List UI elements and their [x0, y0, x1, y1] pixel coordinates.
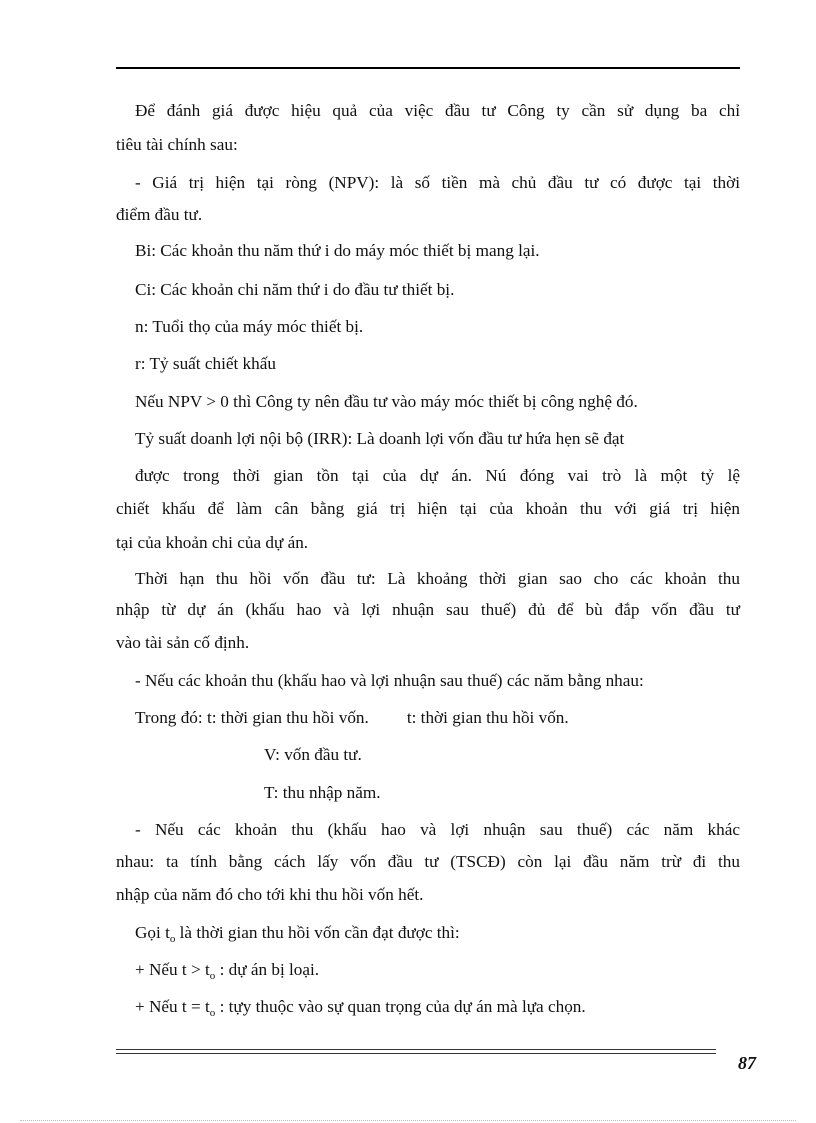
where-line: [135, 707, 740, 729]
rule-text-rest: : tựy thuộc vào sự quan trọng của dự án mà lựa chọn.: [215, 997, 586, 1016]
paragraph-line: nhau: ta tính bằng cách lấy vốn đầu tư (TSCĐ) còn lại đầu năm trừ đi thu: [116, 852, 740, 871]
rule-depends: [135, 996, 740, 1020]
paragraph-line: chiết khấu để làm cân bằng giá trị hiện tại của khoản thu với giá trị hiện: [116, 499, 740, 518]
paragraph-line: Tỷ suất doanh lợi nội bộ (IRR): Là doanh lợi vốn đầu tư hứa hẹn sẽ đạt: [135, 429, 625, 448]
where-clause: Trong đó: t: thời gian thu hồi vốn.: [135, 708, 369, 727]
paragraph-line: Ci: Các khoản chi năm thứ i do đầu tư thiết bị.: [135, 280, 455, 299]
subscript-o: o: [209, 1007, 216, 1019]
paragraph-line: - Nếu các khoản thu (khấu hao và lợi nhuận sau thuế) các năm khác: [135, 820, 740, 839]
paragraph-line: n: Tuổi thọ của máy móc thiết bị.: [135, 317, 364, 336]
header-rule: [116, 67, 740, 69]
paragraph-line: nhập từ dự án (khấu hao và lợi nhuận sau thuế) đủ để bù đắp vốn đầu tư: [116, 600, 740, 619]
rule-text-rest: : dự án bị loại.: [215, 960, 320, 979]
where-clause-repeat: t: thời gian thu hồi vốn.: [406, 708, 569, 727]
paragraph-line: r: Tỷ suất chiết khấu: [135, 354, 276, 373]
rule-reject: [135, 959, 740, 983]
page-number: 87: [738, 1053, 756, 1073]
paragraph-line: điểm đầu tư.: [116, 205, 203, 224]
paragraph-line: tại của khoản chi của dự án.: [116, 533, 309, 552]
paragraph-line: - Nếu các khoản thu (khấu hao và lợi nhuận sau thuế) các năm bằng nhau:: [135, 671, 644, 690]
paragraph-line: Thời hạn thu hồi vốn đầu tư: Là khoảng thời gian sao cho các khoản thu: [135, 569, 740, 588]
subscript-o: o: [209, 970, 216, 982]
footer-rule: [116, 1049, 716, 1054]
paragraph-line: tiêu tài chính sau:: [116, 135, 238, 154]
paragraph-line: vào tài sản cố định.: [116, 633, 250, 652]
t0-text: Gọi t: [135, 923, 170, 942]
rule-text: + Nếu t > t: [135, 960, 210, 979]
paragraph-line: được trong thời gian tồn tại của dự án. Nú đóng vai trò là một tỷ lệ: [135, 466, 740, 485]
variable-definition: V: vốn đầu tư.: [264, 745, 362, 764]
paragraph-line: - Giá trị hiện tại ròng (NPV): là số tiền mà chủ đầu tư có được tại thời: [135, 173, 740, 192]
paragraph-line: nhập của năm đó cho tới khi thu hồi vốn hết.: [116, 885, 424, 904]
variable-definition: T: thu nhập năm.: [264, 783, 381, 802]
paragraph-line: Nếu NPV > 0 thì Công ty nên đầu tư vào máy móc thiết bị công nghệ đó.: [135, 392, 638, 411]
paragraph-line: Để đánh giá được hiệu quả của việc đầu tư Công ty cần sử dụng ba chỉ: [135, 101, 740, 120]
footer-dotted-line: [20, 1120, 796, 1121]
paragraph-line: Bi: Các khoản thu năm thứ i do máy móc thiết bị mang lại.: [135, 241, 540, 260]
rule-text: + Nếu t = t: [135, 997, 210, 1016]
t0-text-rest: là thời gian thu hồi vốn cần đạt được thì:: [175, 923, 460, 942]
t0-definition: [135, 922, 740, 946]
subscript-o: o: [169, 933, 176, 945]
